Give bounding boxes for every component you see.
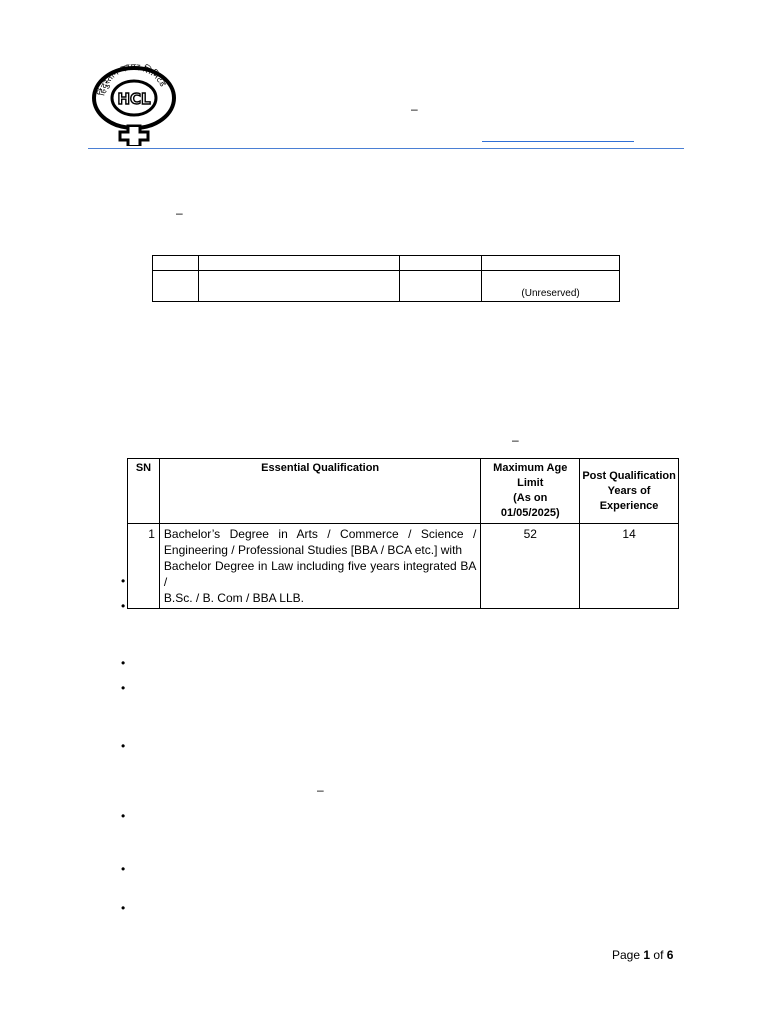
qualification-table <box>127 458 679 609</box>
header-experience <box>580 459 679 524</box>
page-of-word: of <box>653 948 664 962</box>
header-exp-line2: Years of Experience <box>599 484 659 512</box>
qualification-line: Engineering / Professional Studies [BBA / BCA etc.] with <box>163 543 463 557</box>
row-sn: 1 <box>128 524 160 609</box>
qualification-line: Bachelor Degree in Law including five years integrated BA / <box>163 559 477 589</box>
mid-dash: – <box>317 783 324 797</box>
section2-dash: – <box>512 433 519 447</box>
table-cell <box>198 256 400 271</box>
table-cell <box>482 256 620 271</box>
vacancy-table <box>152 255 620 302</box>
page-total: 6 <box>666 948 674 962</box>
header-age-line1: Maximum Age Limit <box>493 462 568 489</box>
bullet-point: • <box>121 809 126 823</box>
logo-initials: HCL <box>117 90 151 108</box>
page-number <box>612 948 673 962</box>
logo-hindi-text: हिंदुस्तान कॉपर लिमिटेड <box>97 64 168 97</box>
header-exp-line1: Post Qualification <box>582 469 676 482</box>
row-experience: 14 <box>580 524 679 609</box>
table-row <box>128 524 679 609</box>
bullet-point: • <box>121 599 126 613</box>
header-link-underline[interactable] <box>482 141 634 142</box>
bullet-point: • <box>121 656 126 670</box>
header-age <box>481 459 580 524</box>
company-logo <box>88 64 180 146</box>
section1-dash: – <box>176 206 183 220</box>
header-age-line2: (As on 01/05/2025) <box>500 492 560 519</box>
bullet-point: • <box>121 901 126 915</box>
header-divider <box>88 148 684 149</box>
page-current: 1 <box>643 948 651 962</box>
qualification-line: B.Sc. / B. Com / BBA LLB. <box>163 591 304 605</box>
reservation-cell <box>482 271 620 302</box>
table-cell <box>198 271 400 302</box>
reservation-note: (Unreserved) <box>521 288 580 299</box>
bullet-point: • <box>121 862 126 876</box>
qualification-line: Bachelor’s Degree in Arts / Commerce / Science / <box>163 527 477 541</box>
row-age: 52 <box>481 524 580 609</box>
header-sn: SN <box>128 459 160 524</box>
table-cell <box>153 256 199 271</box>
table-cell <box>400 256 482 271</box>
header-dash: – <box>411 102 418 116</box>
bullet-point: • <box>121 681 126 695</box>
page-word: Page <box>612 948 641 962</box>
bullet-point: • <box>121 739 126 753</box>
table-cell <box>153 271 199 302</box>
row-qualification <box>159 524 480 609</box>
bullet-point: • <box>121 574 126 588</box>
header-qualification: Essential Qualification <box>159 459 480 524</box>
table-cell <box>400 271 482 302</box>
